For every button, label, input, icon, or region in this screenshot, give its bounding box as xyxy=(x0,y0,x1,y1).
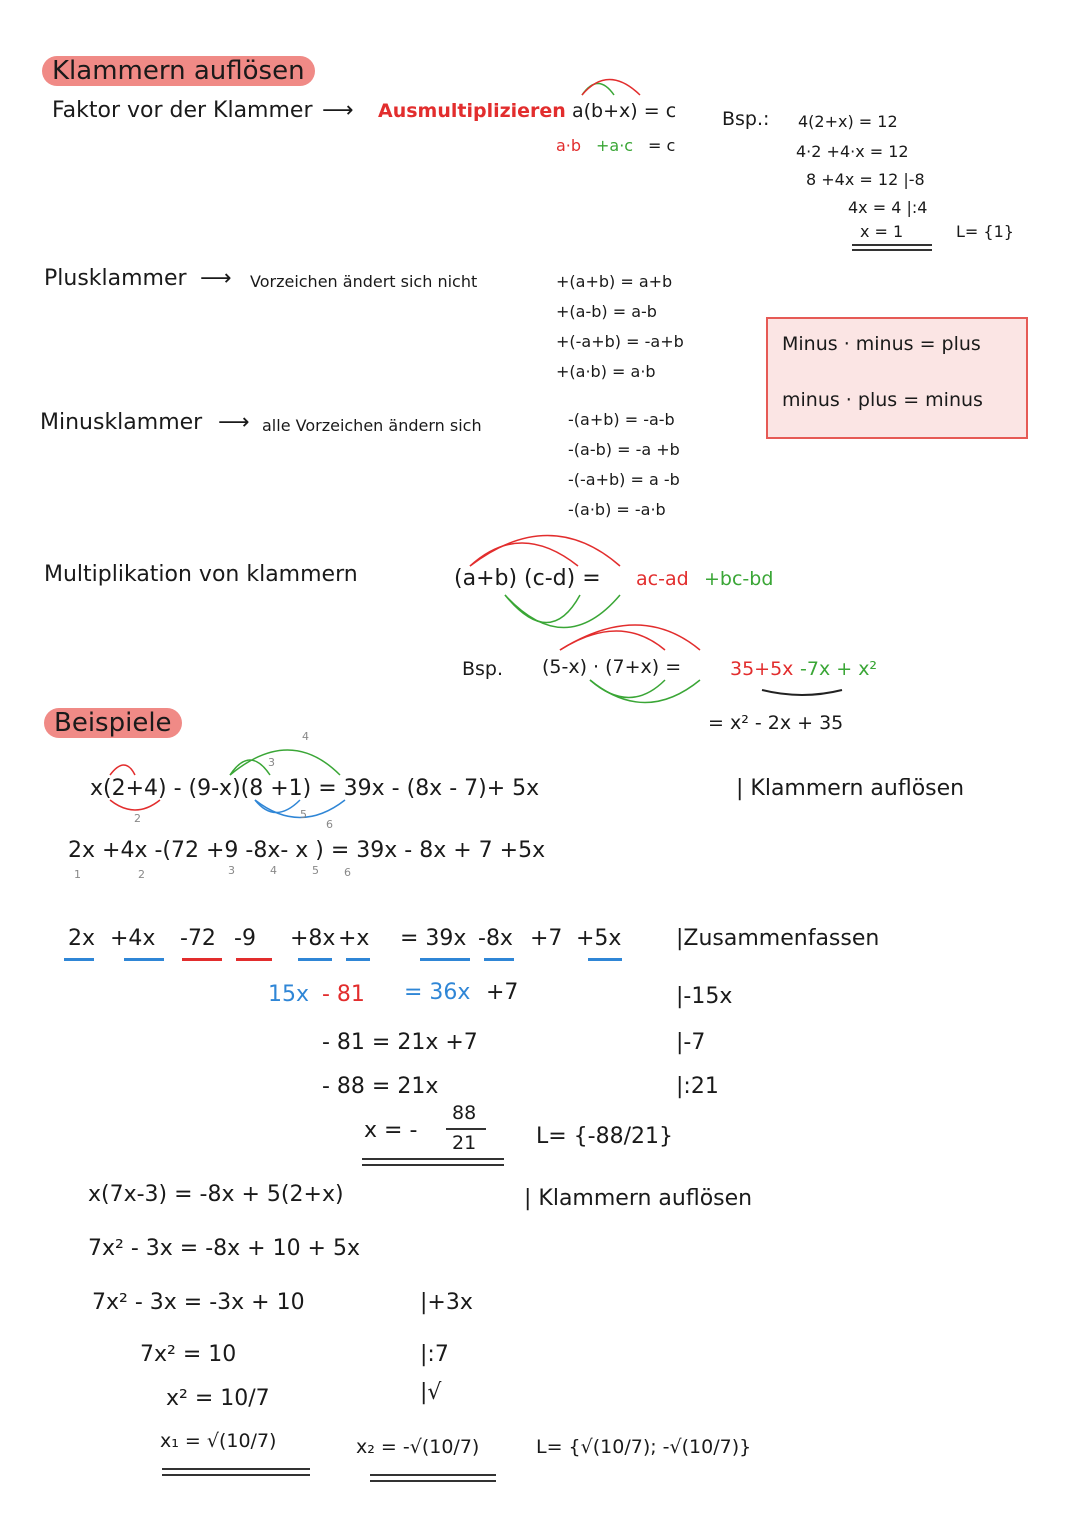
blue-underline xyxy=(346,958,370,961)
ex2-note-1: | Klammern auflösen xyxy=(524,1186,753,1211)
ex2-solution: L= {√(10/7); -√(10/7)} xyxy=(536,1436,752,1458)
ex1-note-4: |-15x xyxy=(676,984,733,1009)
step-number: 3 xyxy=(268,756,275,769)
ex1-l3-p3: -9 xyxy=(234,926,256,951)
faktor-rule: Ausmultiplizieren xyxy=(378,100,566,122)
blue-underline xyxy=(298,958,332,961)
step-number: 2 xyxy=(138,868,145,881)
ex1-l3-p6: = 39x xyxy=(400,926,467,951)
blue-underline xyxy=(484,958,514,961)
ex2-line-3: 7x² - 3x = -3x + 10 xyxy=(92,1290,305,1315)
minusklammer-rule: alle Vorzeichen ändern sich xyxy=(262,416,482,435)
multiplikation-label: Multiplikation von klammern xyxy=(44,562,358,587)
blue-underline xyxy=(64,958,94,961)
faktor-result-c: = c xyxy=(648,136,676,155)
ex1-l3-p8: +7 xyxy=(530,926,563,951)
step-number: 5 xyxy=(300,808,307,821)
ex2-line-4: 7x² = 10 xyxy=(140,1342,237,1367)
mult-bsp-red: 35+5x xyxy=(730,658,794,680)
ex1-line-6: - 88 = 21x xyxy=(322,1074,439,1099)
double-underline xyxy=(162,1468,310,1470)
ex2-note-5: |√ xyxy=(420,1380,442,1405)
ex1-note-1: | Klammern auflösen xyxy=(736,776,965,801)
ex1-l3-p0: 2x xyxy=(68,926,96,951)
section-title-beispiele: Beispiele xyxy=(44,708,182,738)
multiplikation-formula: (a+b) (c-d) = xyxy=(454,566,601,591)
ex1-l4-d: +7 xyxy=(486,980,519,1005)
ex1-l3-p4: +8x xyxy=(290,926,336,951)
ex1-l3-p7: -8x xyxy=(478,926,513,951)
blue-underline xyxy=(124,958,164,961)
fraction-bar xyxy=(446,1128,486,1130)
bsp-line-3: 8 +4x = 12 |-8 xyxy=(806,170,925,189)
faktor-result-ac: +a·c xyxy=(596,136,634,155)
bsp-label: Bsp.: xyxy=(722,108,770,130)
ex2-line-2: 7x² - 3x = -8x + 10 + 5x xyxy=(88,1236,361,1261)
ex2-line-1: x(7x-3) = -8x + 5(2+x) xyxy=(88,1182,344,1207)
ex1-l3-p5: +x xyxy=(338,926,370,951)
blue-underline xyxy=(420,958,470,961)
faktor-result-ab: a·b xyxy=(556,136,582,155)
arrow-icon: ⟶ xyxy=(218,410,250,435)
ex1-l3-p2: -72 xyxy=(180,926,216,951)
step-number: 1 xyxy=(74,868,81,881)
sign-rule-box xyxy=(766,317,1028,439)
red-underline xyxy=(236,958,272,961)
plus-line-3: +(-a+b) = -a+b xyxy=(556,332,684,351)
step-number: 5 xyxy=(312,864,319,877)
double-underline xyxy=(370,1480,496,1482)
ex2-note-4: |:7 xyxy=(420,1342,449,1367)
faktor-label: Faktor vor der Klammer xyxy=(52,98,313,123)
blue-underline xyxy=(588,958,622,961)
plusklammer-rule: Vorzeichen ändert sich nicht xyxy=(250,272,478,291)
plusklammer-label: Plusklammer xyxy=(44,266,187,291)
plus-line-4: +(a·b) = a·b xyxy=(556,362,656,381)
ex2-note-3: |+3x xyxy=(420,1290,473,1315)
ex1-l7-lhs: x = - xyxy=(364,1118,418,1143)
ex2-x2: x₂ = -√(10/7) xyxy=(356,1436,480,1458)
ex2-x1: x₁ = √(10/7) xyxy=(160,1430,277,1452)
bsp-line-1: 4(2+x) = 12 xyxy=(798,112,898,131)
step-number: 3 xyxy=(228,864,235,877)
ex1-l4-b: - 81 xyxy=(322,982,365,1007)
plus-line-2: +(a-b) = a-b xyxy=(556,302,657,321)
ex1-note-6: |:21 xyxy=(676,1074,719,1099)
bsp-solution: L= {1} xyxy=(956,222,1014,241)
bsp-line-2: 4·2 +4·x = 12 xyxy=(796,142,909,161)
minus-line-4: -(a·b) = -a·b xyxy=(568,500,666,519)
step-number: 4 xyxy=(302,730,309,743)
ex1-line-1: x(2+4) - (9-x)(8 +1) = 39x - (8x - 7)+ 5x xyxy=(90,776,540,801)
double-underline xyxy=(852,244,932,246)
double-underline xyxy=(362,1158,504,1160)
ex1-note-5: |-7 xyxy=(676,1030,706,1055)
double-underline xyxy=(362,1164,504,1166)
arrow-icon: ⟶ xyxy=(322,98,354,123)
ex2-line-5: x² = 10/7 xyxy=(166,1386,270,1411)
minus-line-3: -(-a+b) = a -b xyxy=(568,470,680,489)
ex1-l7-den: 21 xyxy=(452,1132,477,1154)
minus-line-1: -(a+b) = -a-b xyxy=(568,410,675,429)
double-underline xyxy=(852,249,932,251)
section-title-klammern: Klammern auflösen xyxy=(42,56,315,86)
multiplikation-result-red: ac-ad xyxy=(636,568,689,590)
mult-bsp-label: Bsp. xyxy=(462,658,504,680)
step-number: 6 xyxy=(344,866,351,879)
ex1-l4-a: 15x xyxy=(268,982,310,1007)
mult-bsp-green: -7x + x² xyxy=(800,658,878,680)
ex1-l4-c: = 36x xyxy=(404,980,471,1005)
ex1-l3-p9: +5x xyxy=(576,926,622,951)
minus-line-2: -(a-b) = -a +b xyxy=(568,440,680,459)
minusklammer-label: Minusklammer xyxy=(40,410,203,435)
multiplikation-result-green: +bc-bd xyxy=(704,568,774,590)
mult-bsp-result: = x² - 2x + 35 xyxy=(708,712,844,734)
ex1-line-5: - 81 = 21x +7 xyxy=(322,1030,478,1055)
ex1-l3-p1: +4x xyxy=(110,926,156,951)
bsp-line-4: 4x = 4 |:4 xyxy=(848,198,928,217)
mult-bsp-formula: (5-x) · (7+x) = xyxy=(542,656,682,678)
ex1-line-2: 2x +4x -(72 +9 -8x- x ) = 39x - 8x + 7 +5x xyxy=(68,838,546,863)
sign-rule-2: minus · plus = minus xyxy=(782,389,983,411)
red-underline xyxy=(182,958,222,961)
arrow-icon: ⟶ xyxy=(200,266,232,291)
ex1-l7-num: 88 xyxy=(452,1102,477,1124)
double-underline xyxy=(370,1474,496,1476)
ex1-solution: L= {-88/21} xyxy=(536,1124,674,1149)
sign-rule-1: Minus · minus = plus xyxy=(782,333,981,355)
plus-line-1: +(a+b) = a+b xyxy=(556,272,673,291)
bsp-line-5: x = 1 xyxy=(860,222,904,241)
double-underline xyxy=(162,1474,310,1476)
ex1-note-3: |Zusammenfassen xyxy=(676,926,880,951)
step-number: 2 xyxy=(134,812,141,825)
faktor-formula: a(b+x) = c xyxy=(572,100,677,122)
step-number: 4 xyxy=(270,864,277,877)
step-number: 6 xyxy=(326,818,333,831)
